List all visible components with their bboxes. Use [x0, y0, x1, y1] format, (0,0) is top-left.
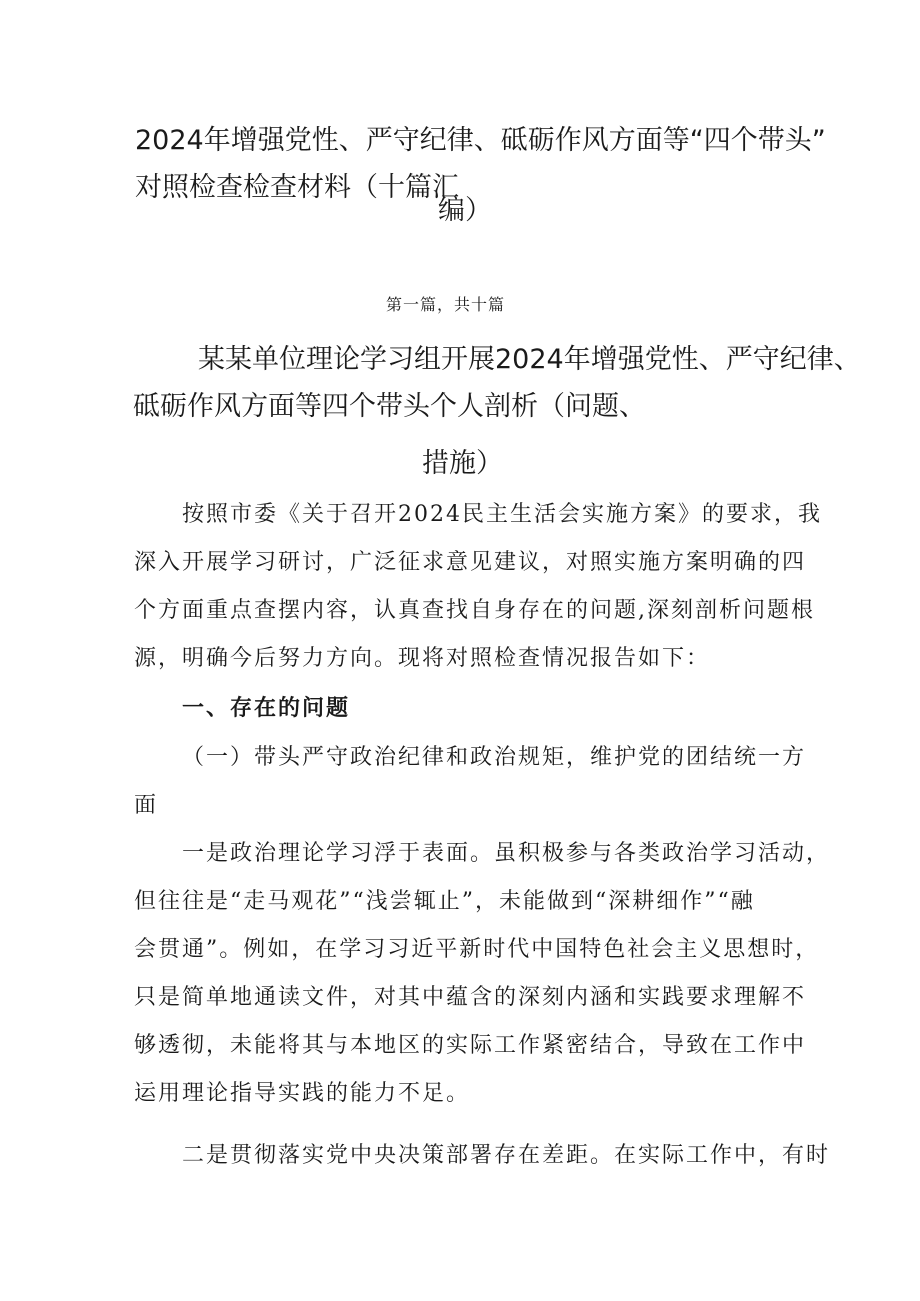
point-one-line-6: 运用理论指导实践的能力不足。	[134, 1081, 471, 1106]
intro-line-3: 个方面重点查摆内容，认真查找自身存在的问题,深刻剖析问题根	[134, 598, 815, 623]
point-one-line-4: 只是简单地通读文件，对其中蕴含的深刻内涵和实践要求理解不	[134, 985, 807, 1010]
doc-title-line-1: 2024年增强党性、严守纪律、砥砺作风方面等“四个带头”	[135, 125, 826, 156]
article-title-line-3: 措施）	[422, 448, 503, 479]
point-one-line-5: 够透彻，未能将其与本地区的实际工作紧密结合，导致在工作中	[134, 1033, 807, 1058]
subsection-line-2: 面	[134, 793, 159, 818]
section-heading: 一、存在的问题	[182, 695, 351, 721]
point-two-line-1: 二是贯彻落实党中央决策部署存在差距。在实际工作中，有时	[182, 1143, 831, 1168]
intro-line-1: 按照市委《关于召开2024民主生活会实施方案》的要求，我	[182, 502, 822, 527]
doc-title-line-3: 编）	[438, 195, 492, 226]
point-one-line-2: 但往往是“走马观花”“浅尝辄止”，未能做到“深耕细作”“融	[134, 889, 755, 914]
intro-line-2: 深入开展学习研讨，广泛征求意见建议，对照实施方案明确的四	[134, 550, 807, 575]
article-title-line-2: 砥砺作风方面等四个带头个人剖析（问题、	[133, 391, 646, 422]
doc-title-line-2: 对照检查检查材料（十篇汇	[135, 172, 459, 203]
point-one-line-3: 会贯通”。例如，在学习习近平新时代中国特色社会主义思想时，	[134, 937, 820, 962]
subsection-line-1: （一）带头严守政治纪律和政治规矩，维护党的团结统一方	[182, 745, 807, 770]
article-title-line-1: 某某单位理论学习组开展2024年增强党性、严守纪律、	[198, 344, 861, 375]
point-one-line-1: 一是政治理论学习浮于表面。虽积极参与各类政治学习活动，	[182, 841, 831, 866]
part-label: 第一篇，共十篇	[386, 295, 506, 314]
intro-line-4: 源，明确今后努力方向。现将对照检查情况报告如下：	[134, 646, 711, 671]
